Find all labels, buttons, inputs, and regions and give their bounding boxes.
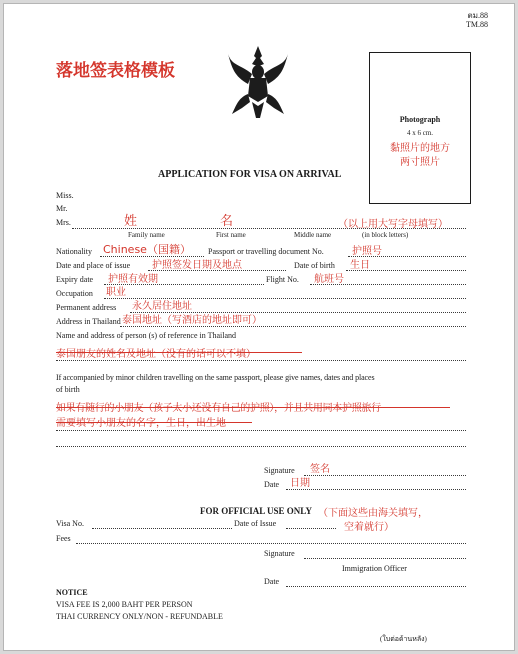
title-miss[interactable]: Miss. — [56, 191, 74, 200]
photo-size: 4 x 6 cm. — [406, 129, 434, 137]
reference-value: 泰国朋友的姓名及地址（没有的话可以不填） — [56, 349, 256, 360]
official-note-line1: （下面这些由海关填写， — [318, 508, 428, 519]
issue-field[interactable] — [148, 270, 286, 271]
family-name-caption: Family name — [128, 231, 165, 239]
official-date-label: Date — [264, 577, 280, 586]
given-name-value: 名 — [220, 214, 234, 229]
permanent-address-value: 永久居住地址 — [132, 301, 192, 312]
expiry-value: 护照有效期 — [108, 274, 158, 285]
garuda-emblem-icon — [226, 44, 290, 120]
signature-value: 签名 — [310, 464, 330, 475]
fees-field[interactable] — [76, 543, 466, 544]
name-field[interactable] — [72, 228, 466, 229]
date-of-issue-label: Date of Issue — [234, 519, 277, 528]
photo-box[interactable] — [369, 52, 471, 204]
immigration-officer-label: Immigration Officer — [342, 564, 407, 573]
permanent-address-label: Permanent address — [56, 303, 117, 312]
flight-value: 航班号 — [314, 274, 344, 285]
official-signature-label: Signature — [264, 549, 295, 558]
signature-label: Signature — [264, 466, 295, 475]
flight-field[interactable] — [310, 284, 466, 285]
form-code-tm: TM.88 — [466, 20, 488, 29]
template-title-cn: 落地签表格模板 — [56, 61, 175, 81]
date-of-issue-field[interactable] — [286, 528, 336, 529]
reference-strike — [56, 352, 302, 353]
passport-label: Passport or travelling document No. — [208, 247, 324, 256]
date-label: Date — [264, 480, 280, 489]
minors-field-2[interactable] — [56, 446, 466, 447]
visa-no-label: Visa No. — [56, 519, 84, 528]
thai-address-field[interactable] — [120, 326, 466, 327]
block-letters-note: （以上用大写字母填写） — [338, 219, 448, 230]
minors-value-line1: 如果有随行的小朋友（孩子太小还没有自己的护照），并且共用同本护照旅行 — [56, 403, 381, 414]
reference-label: Name and address of person (s) of reference in Thailand — [56, 331, 236, 340]
form-title: APPLICATION FOR VISA ON ARRIVAL — [158, 169, 342, 180]
expiry-label: Expiry date — [56, 275, 94, 284]
date-field[interactable] — [286, 489, 466, 490]
thai-address-label: Address in Thailand — [56, 317, 121, 326]
notice-line1: VISA FEE IS 2,000 BAHT PER PERSON — [56, 600, 193, 609]
reference-field[interactable] — [56, 360, 466, 361]
minors-strike-2 — [56, 422, 252, 423]
photo-note-1: 黏照片的地方 — [390, 143, 450, 154]
signature-field[interactable] — [304, 475, 466, 476]
minors-value-line2: 需要填写小朋友的名字，生日，出生地 — [56, 418, 226, 429]
minors-field-1[interactable] — [56, 430, 466, 431]
notice-line2: THAI CURRENCY ONLY/NON - REFUNDABLE — [56, 612, 223, 621]
visa-application-form — [3, 3, 515, 651]
visa-no-field[interactable] — [92, 528, 232, 529]
minors-label-line1: If accompanied by minor children travelling on the same passport, please give names, dates and places — [56, 373, 375, 382]
continued-overleaf: (ใบต่อด้านหลัง) — [380, 635, 427, 643]
surname-value: 姓 — [124, 214, 138, 229]
dob-field[interactable] — [346, 270, 466, 271]
nationality-value: Chinese（国籍） — [103, 243, 191, 256]
block-letters-caption: (in block letters) — [362, 231, 409, 239]
notice-title: NOTICE — [56, 588, 88, 597]
form-code-thai: ตม.88 — [467, 11, 488, 20]
first-name-caption: First name — [216, 231, 246, 239]
occupation-label: Occupation — [56, 289, 93, 298]
official-use-title: FOR OFFICIAL USE ONLY — [200, 506, 312, 516]
issue-label: Date and place of issue — [56, 261, 131, 270]
title-mrs[interactable]: Mrs. — [56, 218, 71, 227]
official-note-line2: 空着就行） — [344, 522, 394, 533]
occupation-value: 职业 — [106, 287, 126, 298]
middle-name-caption: Middle name — [294, 231, 332, 239]
nationality-label: Nationality — [56, 247, 92, 256]
expiry-field[interactable] — [104, 284, 264, 285]
thai-address-value: 泰国地址（写酒店的地址即可） — [122, 315, 262, 326]
dob-label: Date of birth — [294, 261, 335, 270]
minors-label-line2: of birth — [56, 385, 80, 394]
flight-label: Flight No. — [266, 275, 299, 284]
issue-value: 护照签发日期及地点 — [152, 260, 242, 271]
passport-value: 护照号 — [352, 246, 382, 257]
minors-strike-1 — [56, 407, 450, 408]
photo-label: Photograph — [399, 115, 441, 124]
official-signature-field[interactable] — [304, 558, 466, 559]
photo-note-2: 两寸照片 — [400, 157, 440, 168]
dob-value: 生日 — [350, 260, 370, 271]
title-mr[interactable]: Mr. — [56, 204, 68, 213]
date-value: 日期 — [290, 478, 310, 489]
official-date-field[interactable] — [286, 586, 466, 587]
fees-label: Fees — [56, 534, 71, 543]
